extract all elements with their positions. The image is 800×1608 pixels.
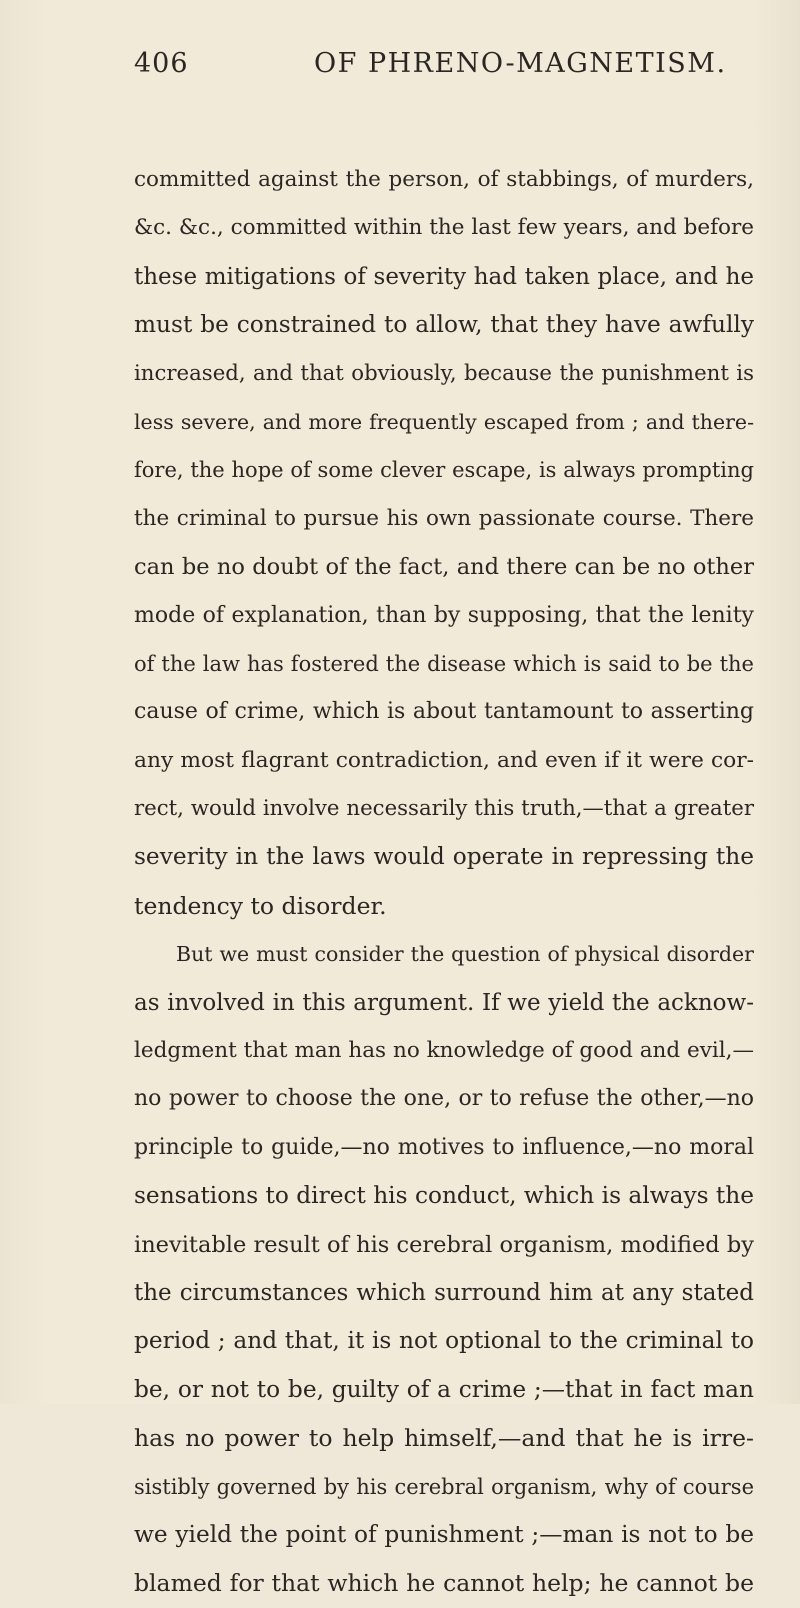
text-line: period ; and that, it is not optional to the criminal to — [134, 1327, 754, 1355]
text-line: sensations to direct his conduct, which is always the — [134, 1182, 754, 1210]
text-line: has no power to help himself,—and that he is irre- — [134, 1424, 754, 1453]
text-line: mode of explanation, than by supposing, that the lenity — [134, 602, 754, 628]
running-header — [134, 48, 754, 88]
text-line: fore, the hope of some clever escape, is always prompting — [134, 458, 754, 483]
text-line: &c. &c., committed within the last few years, and before — [134, 215, 754, 241]
text-line: no power to choose the one, or to refuse the other,—no — [134, 1086, 754, 1112]
text-line: ledgment that man has no knowledge of good and evil,— — [134, 1038, 754, 1064]
text-line: less severe, and more frequently escaped from ; and there- — [134, 409, 754, 434]
text-line: can be no doubt of the fact, and there can be no other — [134, 554, 754, 581]
text-line: we yield the point of punishment ;—man is not to be — [134, 1520, 754, 1548]
text-line: must be constrained to allow, that they have awfully — [134, 311, 754, 339]
page-number: 406 — [134, 48, 189, 79]
text-line: the criminal to pursue his own passionate course. There — [134, 505, 754, 531]
text-line: blamed for that which he cannot help; he cannot be — [134, 1569, 754, 1598]
text-line: increased, and that obviously, because the punishment is — [134, 360, 754, 386]
text-line: rect, would involve necessarily this truth,—that a greater — [134, 796, 754, 822]
text-line: be, or not to be, guilty of a crime ;—that in fact man — [134, 1375, 754, 1403]
text-line: tendency to disorder. — [134, 891, 387, 920]
text-line: inevitable result of his cerebral organism, modified by — [134, 1231, 754, 1258]
running-title: OF PHRENO-MAGNETISM. — [314, 48, 727, 79]
text-line: any most flagrant contradiction, and even if it were cor- — [134, 747, 754, 773]
text-line: these mitigations of severity had taken place, and he — [134, 263, 754, 290]
body-text — [134, 156, 754, 1608]
paragraph-start-line: But we must consider the question of physical disorder — [176, 942, 754, 967]
text-line: severity in the laws would operate in repressing the — [134, 843, 754, 871]
text-line: the circumstances which surround him at any stated — [134, 1279, 754, 1306]
text-line: cause of crime, which is about tantamount to asserting — [134, 699, 754, 725]
text-line: principle to guide,—no motives to influence,—no moral — [134, 1134, 754, 1160]
text-line: as involved in this argument. If we yield the acknow- — [134, 989, 754, 1016]
text-line: committed against the person, of stabbings, of murders, — [134, 167, 754, 192]
text-line: sistibly governed by his cerebral organism, why of course — [134, 1474, 754, 1499]
text-line: of the law has fostered the disease which is said to be the — [134, 651, 754, 676]
